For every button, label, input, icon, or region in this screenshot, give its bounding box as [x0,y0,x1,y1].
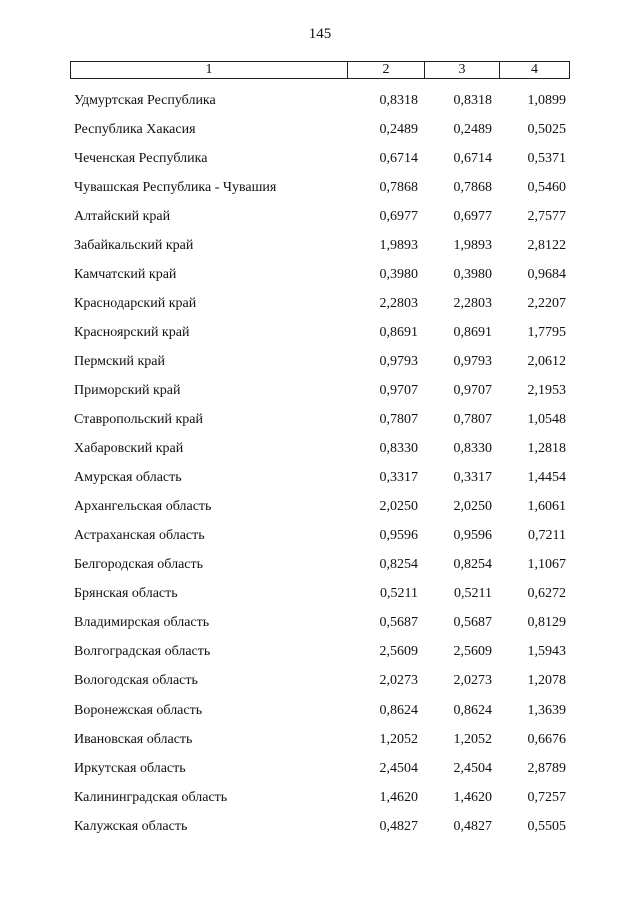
region-name-cell: Чеченская Республика [74,150,208,166]
region-name-cell: Воронежская область [74,702,203,718]
value-col4-cell: 0,6272 [527,586,566,602]
value-col2-cell: 2,0250 [379,499,418,515]
value-col3-cell: 2,0250 [453,499,492,515]
value-col4-cell: 0,7257 [527,789,566,805]
value-col4-cell: 1,2078 [527,673,566,689]
value-col4-cell: 1,1067 [527,557,566,573]
region-name-cell: Калининградская область [74,789,228,805]
value-col3-cell: 0,6714 [453,150,492,166]
value-col3-cell: 0,8254 [453,557,492,573]
value-col3-cell: 0,8691 [453,324,492,340]
value-col2-cell: 0,3317 [379,470,418,486]
region-name-cell: Пермский край [74,353,165,369]
region-name-cell: Ивановская область [74,731,193,747]
value-col2-cell: 0,2489 [379,121,418,137]
value-col2-cell: 0,5211 [380,586,418,602]
table-row [70,86,570,115]
region-name-cell: Архангельская область [74,499,212,515]
region-name-cell: Амурская область [74,470,182,486]
region-name-cell: Ставропольский край [74,412,203,428]
value-col2-cell: 1,4620 [379,789,418,805]
value-col3-cell: 2,5609 [453,644,492,660]
region-name-cell: Краснодарский край [74,295,197,311]
table-row [70,144,570,173]
region-name-cell: Камчатский край [74,266,177,282]
region-name-cell: Владимирская область [74,615,210,631]
region-name-cell: Забайкальский край [74,237,194,253]
region-name-cell: Алтайский край [74,208,171,224]
region-name-cell: Красноярский край [74,324,190,340]
table-row [70,609,570,638]
value-col3-cell: 0,2489 [453,121,492,137]
value-col2-cell: 0,9793 [379,353,418,369]
table-row [70,202,570,231]
value-col2-cell: 0,8691 [379,324,418,340]
value-col3-cell: 1,2052 [453,731,492,747]
region-name-cell: Удмуртская Республика [74,92,216,108]
value-col4-cell: 1,0899 [527,92,566,108]
region-name-cell: Брянская область [74,586,178,602]
value-col2-cell: 2,4504 [379,760,418,776]
value-col4-cell: 0,5505 [527,818,566,834]
region-name-cell: Астраханская область [74,528,205,544]
value-col2-cell: 0,4827 [379,818,418,834]
region-name-cell: Иркутская область [74,760,186,776]
value-col2-cell: 1,9893 [379,237,418,253]
value-col4-cell: 1,0548 [527,412,566,428]
table-row [70,260,570,289]
region-name-cell: Волгоградская область [74,644,211,660]
table-body [70,86,570,841]
table-row [70,783,570,812]
value-col4-cell: 2,8122 [527,237,566,253]
value-col4-cell: 2,8789 [527,760,566,776]
value-col2-cell: 0,7807 [379,412,418,428]
table-row [70,173,570,202]
table-row [70,289,570,318]
value-col2-cell: 0,5687 [379,615,418,631]
table-header-row [70,61,570,79]
value-col4-cell: 0,5371 [527,150,566,166]
value-col3-cell: 0,7868 [453,179,492,195]
table-row [70,551,570,580]
value-col2-cell: 0,9596 [379,528,418,544]
value-col2-cell: 1,2052 [379,731,418,747]
value-col2-cell: 0,9707 [379,382,418,398]
value-col2-cell: 2,2803 [379,295,418,311]
table-row [70,435,570,464]
value-col4-cell: 1,4454 [527,470,566,486]
value-col2-cell: 0,8330 [379,441,418,457]
value-col4-cell: 0,6676 [527,731,566,747]
value-col3-cell: 0,5687 [453,615,492,631]
value-col2-cell: 0,6977 [379,208,418,224]
value-col4-cell: 0,5460 [527,179,566,195]
value-col3-cell: 0,7807 [453,412,492,428]
value-col3-cell: 0,8330 [453,441,492,457]
region-name-cell: Хабаровский край [74,441,184,457]
table-row [70,115,570,144]
region-name-cell: Вологодская область [74,673,198,689]
value-col2-cell: 2,5609 [379,644,418,660]
value-col3-cell: 0,5211 [454,586,492,602]
region-name-cell: Чувашская Республика - Чувашия [74,179,277,195]
value-col4-cell: 0,9684 [527,266,566,282]
table-row [70,638,570,667]
value-col3-cell: 2,0273 [453,673,492,689]
value-col3-cell: 1,4620 [453,789,492,805]
value-col2-cell: 0,6714 [379,150,418,166]
table-row [70,580,570,609]
column-header-2: 2 [348,62,425,78]
value-col3-cell: 2,4504 [453,760,492,776]
value-col4-cell: 0,8129 [527,615,566,631]
table-row [70,376,570,405]
value-col4-cell: 2,7577 [527,208,566,224]
table-row [70,406,570,435]
value-col4-cell: 0,5025 [527,121,566,137]
table-row [70,231,570,260]
column-header-3: 3 [425,62,500,78]
value-col4-cell: 1,5943 [527,644,566,660]
value-col3-cell: 0,3980 [453,266,492,282]
value-col3-cell: 1,9893 [453,237,492,253]
table-row [70,725,570,754]
value-col4-cell: 1,3639 [527,702,566,718]
value-col2-cell: 0,8624 [379,702,418,718]
value-col4-cell: 1,7795 [527,324,566,340]
value-col4-cell: 1,2818 [527,441,566,457]
table-row [70,464,570,493]
value-col2-cell: 0,8254 [379,557,418,573]
column-header-4: 4 [531,62,538,77]
table-row [70,812,570,841]
value-col4-cell: 2,0612 [527,353,566,369]
value-col3-cell: 2,2803 [453,295,492,311]
value-col4-cell: 0,7211 [528,528,566,544]
value-col2-cell: 2,0273 [379,673,418,689]
value-col4-cell: 1,6061 [527,499,566,515]
value-col3-cell: 0,9707 [453,382,492,398]
table-row [70,318,570,347]
value-col4-cell: 2,2207 [527,295,566,311]
table-row [70,667,570,696]
value-col3-cell: 0,8318 [453,92,492,108]
value-col3-cell: 0,9596 [453,528,492,544]
column-header-1: 1 [71,62,348,78]
value-col3-cell: 0,4827 [453,818,492,834]
value-col3-cell: 0,8624 [453,702,492,718]
coefficients-table [70,61,570,841]
table-row [70,522,570,551]
value-col3-cell: 0,9793 [453,353,492,369]
value-col2-cell: 0,3980 [379,266,418,282]
table-row [70,347,570,376]
table-row [70,696,570,725]
value-col2-cell: 0,7868 [379,179,418,195]
value-col3-cell: 0,3317 [453,470,492,486]
page-number: 145 [308,26,332,42]
value-col2-cell: 0,8318 [379,92,418,108]
region-name-cell: Приморский край [74,382,181,398]
value-col4-cell: 2,1953 [527,382,566,398]
region-name-cell: Республика Хакасия [74,121,196,137]
region-name-cell: Белгородская область [74,557,204,573]
table-row [70,754,570,783]
value-col3-cell: 0,6977 [453,208,492,224]
table-row [70,493,570,522]
region-name-cell: Калужская область [74,818,188,834]
